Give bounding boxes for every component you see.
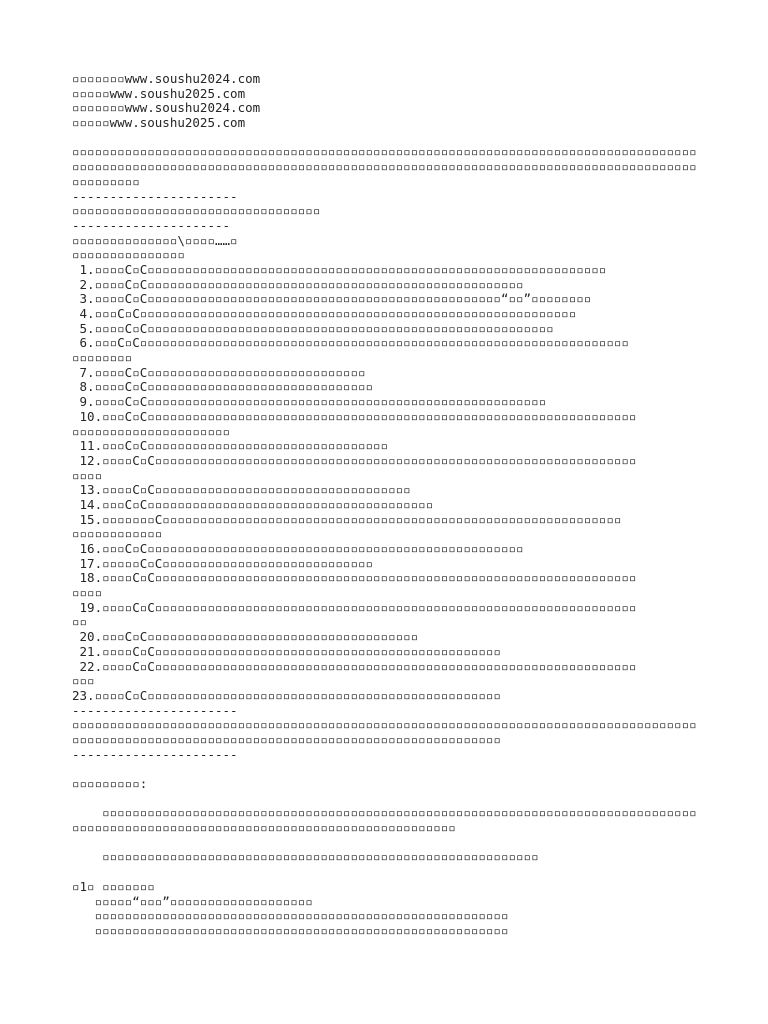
list-item: 21.▫▫▫▫C▫C▫▫▫▫▫▫▫▫▫▫▫▫▫▫▫▫▫▫▫▫▫▫▫▫▫▫▫▫▫▫▫▫▫▫▫▫▫▫▫▫▫▫▫▫▫▫ (72, 643, 501, 659)
text-line: ▫▫▫▫▫“▫▫▫”▫▫▫▫▫▫▫▫▫▫▫▫▫▫▫▫▫▫▫ (72, 893, 313, 909)
list-item: 16.▫▫▫C▫C▫▫▫▫▫▫▫▫▫▫▫▫▫▫▫▫▫▫▫▫▫▫▫▫▫▫▫▫▫▫▫▫▫▫▫▫▫▫▫▫▫▫▫▫▫▫▫▫▫▫ (72, 541, 524, 556)
list-item: 15.▫▫▫▫▫▫▫C▫▫▫▫▫▫▫▫▫▫▫▫▫▫▫▫▫▫▫▫▫▫▫▫▫▫▫▫▫▫▫▫▫▫▫▫▫▫▫▫▫▫▫▫▫▫▫▫▫▫▫▫▫▫▫▫▫▫▫▫▫ (72, 511, 622, 527)
blank-line (72, 762, 712, 777)
text-line: ▫▫▫▫▫▫▫▫▫▫▫▫▫▫▫▫▫▫▫▫▫▫▫▫▫▫▫▫▫▫▫▫▫▫▫▫▫▫▫▫▫▫▫▫▫▫▫▫▫▫▫▫▫▫▫▫▫▫▫▫▫▫▫▫▫▫▫▫▫▫▫▫▫▫▫▫▫▫▫ (72, 805, 697, 821)
list-item: 11.▫▫▫C▫C▫▫▫▫▫▫▫▫▫▫▫▫▫▫▫▫▫▫▫▫▫▫▫▫▫▫▫▫▫▫▫▫ (72, 438, 389, 454)
list-item: 22.▫▫▫▫C▫C▫▫▫▫▫▫▫▫▫▫▫▫▫▫▫▫▫▫▫▫▫▫▫▫▫▫▫▫▫▫▫▫▫▫▫▫▫▫▫▫▫▫▫▫▫▫▫▫▫▫▫▫▫▫▫▫▫▫▫▫▫▫▫▫ (72, 658, 637, 674)
url-line: ▫▫▫▫▫www.soushu2025.com (72, 115, 246, 131)
text-line: ▫▫▫▫▫▫▫▫▫▫▫▫▫▫▫▫▫▫▫▫▫▫▫▫▫▫▫▫▫▫▫▫▫▫▫▫▫▫▫▫▫▫▫▫▫▫▫▫▫▫▫▫▫▫▫ (72, 908, 509, 924)
text-line: ▫▫▫▫▫▫▫▫▫▫▫▫▫▫▫▫▫▫▫▫▫▫▫▫▫▫▫▫▫▫▫▫▫▫▫▫▫▫▫▫▫▫▫▫▫▫▫▫▫▫▫ (72, 820, 456, 836)
list-item: 6.▫▫▫C▫C▫▫▫▫▫▫▫▫▫▫▫▫▫▫▫▫▫▫▫▫▫▫▫▫▫▫▫▫▫▫▫▫▫▫▫▫▫▫▫▫▫▫▫▫▫▫▫▫▫▫▫▫▫▫▫▫▫▫▫▫▫▫▫▫▫ (72, 335, 629, 351)
text-line: ▫▫▫▫▫▫▫▫▫▫▫▫▫▫▫▫▫▫▫▫▫▫▫▫▫▫▫▫▫▫▫▫▫▫▫▫▫▫▫▫▫▫▫▫▫▫▫▫▫▫▫▫▫▫▫ (72, 922, 509, 938)
list-item: 13.▫▫▫▫C▫C▫▫▫▫▫▫▫▫▫▫▫▫▫▫▫▫▫▫▫▫▫▫▫▫▫▫▫▫▫▫▫▫▫▫ (72, 482, 411, 498)
list-item: 7.▫▫▫▫C▫C▫▫▫▫▫▫▫▫▫▫▫▫▫▫▫▫▫▫▫▫▫▫▫▫▫▫▫▫▫ (72, 364, 366, 380)
list-item: 5.▫▫▫▫C▫C▫▫▫▫▫▫▫▫▫▫▫▫▫▫▫▫▫▫▫▫▫▫▫▫▫▫▫▫▫▫▫▫▫▫▫▫▫▫▫▫▫▫▫▫▫▫▫▫▫▫▫▫▫▫ (72, 320, 554, 336)
list-item: 9.▫▫▫▫C▫C▫▫▫▫▫▫▫▫▫▫▫▫▫▫▫▫▫▫▫▫▫▫▫▫▫▫▫▫▫▫▫▫▫▫▫▫▫▫▫▫▫▫▫▫▫▫▫▫▫▫▫▫▫ (72, 394, 547, 410)
list-item: 20.▫▫▫C▫C▫▫▫▫▫▫▫▫▫▫▫▫▫▫▫▫▫▫▫▫▫▫▫▫▫▫▫▫▫▫▫▫▫▫▫▫ (72, 629, 419, 645)
blank-line (72, 865, 712, 880)
list-item: 8.▫▫▫▫C▫C▫▫▫▫▫▫▫▫▫▫▫▫▫▫▫▫▫▫▫▫▫▫▫▫▫▫▫▫▫▫ (72, 379, 374, 395)
text-line: ▫▫▫▫▫▫▫▫▫▫▫▫▫▫▫▫▫▫▫▫▫▫▫▫▫▫▫▫▫▫▫▫▫▫▫▫▫▫▫▫▫▫▫▫▫▫▫▫▫▫▫▫▫▫▫▫▫▫▫▫▫▫▫▫▫▫▫▫▫▫▫▫▫▫▫▫▫▫▫▫▫▫▫ (72, 144, 697, 160)
list-item: 1.▫▫▫▫C▫C▫▫▫▫▫▫▫▫▫▫▫▫▫▫▫▫▫▫▫▫▫▫▫▫▫▫▫▫▫▫▫▫▫▫▫▫▫▫▫▫▫▫▫▫▫▫▫▫▫▫▫▫▫▫▫▫▫▫▫▫▫ (72, 261, 607, 277)
url-line: ▫▫▫▫▫www.soushu2025.com (72, 85, 246, 101)
list-item: 19.▫▫▫▫C▫C▫▫▫▫▫▫▫▫▫▫▫▫▫▫▫▫▫▫▫▫▫▫▫▫▫▫▫▫▫▫▫▫▫▫▫▫▫▫▫▫▫▫▫▫▫▫▫▫▫▫▫▫▫▫▫▫▫▫▫▫▫▫▫▫ (72, 599, 637, 615)
list-item: 17.▫▫▫▫▫C▫C▫▫▫▫▫▫▫▫▫▫▫▫▫▫▫▫▫▫▫▫▫▫▫▫▫▫▫▫ (72, 555, 374, 571)
text-line: ▫▫▫▫ (72, 467, 103, 483)
list-item: 3.▫▫▫▫C▫C▫▫▫▫▫▫▫▫▫▫▫▫▫▫▫▫▫▫▫▫▫▫▫▫▫▫▫▫▫▫▫▫▫▫▫▫▫▫▫▫▫▫▫▫▫▫▫“▫▫”▫▫▫▫▫▫▫▫ (72, 291, 592, 307)
text-line: ▫▫▫▫▫▫▫▫▫▫▫▫▫▫▫▫▫▫▫▫▫▫▫▫▫▫▫▫▫▫▫▫▫▫▫▫▫▫▫▫▫▫▫▫▫▫▫▫▫▫▫▫▫▫▫▫▫ (72, 731, 501, 747)
text-line: ▫▫▫▫▫▫▫▫▫▫▫▫▫▫\▫▫▫▫……▫ (72, 232, 238, 248)
separator-line: ---------------------- (72, 746, 238, 762)
blank-line (72, 836, 712, 851)
list-item: 14.▫▫▫C▫C▫▫▫▫▫▫▫▫▫▫▫▫▫▫▫▫▫▫▫▫▫▫▫▫▫▫▫▫▫▫▫▫▫▫▫▫▫▫ (72, 496, 434, 512)
separator-line: ---------------------- (72, 702, 238, 718)
list-item: 10.▫▫▫C▫C▫▫▫▫▫▫▫▫▫▫▫▫▫▫▫▫▫▫▫▫▫▫▫▫▫▫▫▫▫▫▫▫▫▫▫▫▫▫▫▫▫▫▫▫▫▫▫▫▫▫▫▫▫▫▫▫▫▫▫▫▫▫▫▫▫ (72, 408, 637, 424)
text-line: ▫▫▫▫▫▫▫▫▫: (72, 776, 148, 791)
text-line: ▫▫▫▫▫▫▫▫ (72, 350, 133, 366)
blank-line (72, 792, 712, 807)
text-line: ▫1▫ ▫▫▫▫▫▫▫ (72, 878, 155, 894)
text-line: ▫▫▫▫▫▫▫▫▫▫▫▫▫▫▫ (72, 247, 185, 263)
text-line: ▫▫▫▫▫▫▫▫▫▫▫▫▫▫▫▫▫▫▫▫▫ (72, 423, 231, 439)
text-line: ▫▫▫▫▫▫▫▫▫ (72, 173, 140, 189)
list-item: 23.▫▫▫▫C▫C▫▫▫▫▫▫▫▫▫▫▫▫▫▫▫▫▫▫▫▫▫▫▫▫▫▫▫▫▫▫▫▫▫▫▫▫▫▫▫▫▫▫▫▫▫▫▫ (72, 687, 501, 703)
blank-line (72, 131, 712, 146)
text-line: ▫▫▫▫▫▫▫▫▫▫▫▫▫▫▫▫▫▫▫▫▫▫▫▫▫▫▫▫▫▫▫▫▫▫▫▫▫▫▫▫▫▫▫▫▫▫▫▫▫▫▫▫▫▫▫▫▫▫▫▫▫▫▫▫▫▫▫▫▫▫▫▫▫▫▫▫▫▫▫▫▫▫▫ (72, 159, 697, 175)
text-line: ▫▫▫ (72, 673, 95, 689)
text-line: ▫▫▫▫ (72, 585, 103, 601)
document-body (72, 72, 712, 939)
separator-line: ---------------------- (72, 188, 238, 204)
url-line: ▫▫▫▫▫▫▫www.soushu2024.com (72, 71, 261, 86)
separator-line: --------------------- (72, 217, 231, 233)
text-line: ▫▫▫▫▫▫▫▫▫▫▫▫ (72, 526, 163, 542)
list-item: 2.▫▫▫▫C▫C▫▫▫▫▫▫▫▫▫▫▫▫▫▫▫▫▫▫▫▫▫▫▫▫▫▫▫▫▫▫▫▫▫▫▫▫▫▫▫▫▫▫▫▫▫▫▫▫▫▫ (72, 276, 524, 292)
text-line: ▫▫ (72, 614, 88, 630)
list-item: 18.▫▫▫▫C▫C▫▫▫▫▫▫▫▫▫▫▫▫▫▫▫▫▫▫▫▫▫▫▫▫▫▫▫▫▫▫▫▫▫▫▫▫▫▫▫▫▫▫▫▫▫▫▫▫▫▫▫▫▫▫▫▫▫▫▫▫▫▫▫▫ (72, 570, 637, 586)
list-item: 12.▫▫▫▫C▫C▫▫▫▫▫▫▫▫▫▫▫▫▫▫▫▫▫▫▫▫▫▫▫▫▫▫▫▫▫▫▫▫▫▫▫▫▫▫▫▫▫▫▫▫▫▫▫▫▫▫▫▫▫▫▫▫▫▫▫▫▫▫▫▫ (72, 452, 637, 468)
url-line: ▫▫▫▫▫▫▫www.soushu2024.com (72, 100, 261, 116)
text-line: ▫▫▫▫▫▫▫▫▫▫▫▫▫▫▫▫▫▫▫▫▫▫▫▫▫▫▫▫▫▫▫▫▫▫▫▫▫▫▫▫▫▫▫▫▫▫▫▫▫▫▫▫▫▫▫▫▫▫▫▫▫▫▫▫▫▫▫▫▫▫▫▫▫▫▫▫▫▫▫▫▫▫▫ (72, 717, 697, 733)
text-line: ▫▫▫▫▫▫▫▫▫▫▫▫▫▫▫▫▫▫▫▫▫▫▫▫▫▫▫▫▫▫▫▫▫▫▫▫▫▫▫▫▫▫▫▫▫▫▫▫▫▫▫▫▫▫▫▫▫▫ (72, 849, 539, 865)
list-item: 4.▫▫▫C▫C▫▫▫▫▫▫▫▫▫▫▫▫▫▫▫▫▫▫▫▫▫▫▫▫▫▫▫▫▫▫▫▫▫▫▫▫▫▫▫▫▫▫▫▫▫▫▫▫▫▫▫▫▫▫▫▫▫▫ (72, 306, 577, 321)
text-line: ▫▫▫▫▫▫▫▫▫▫▫▫▫▫▫▫▫▫▫▫▫▫▫▫▫▫▫▫▫▫▫▫▫ (72, 203, 321, 219)
